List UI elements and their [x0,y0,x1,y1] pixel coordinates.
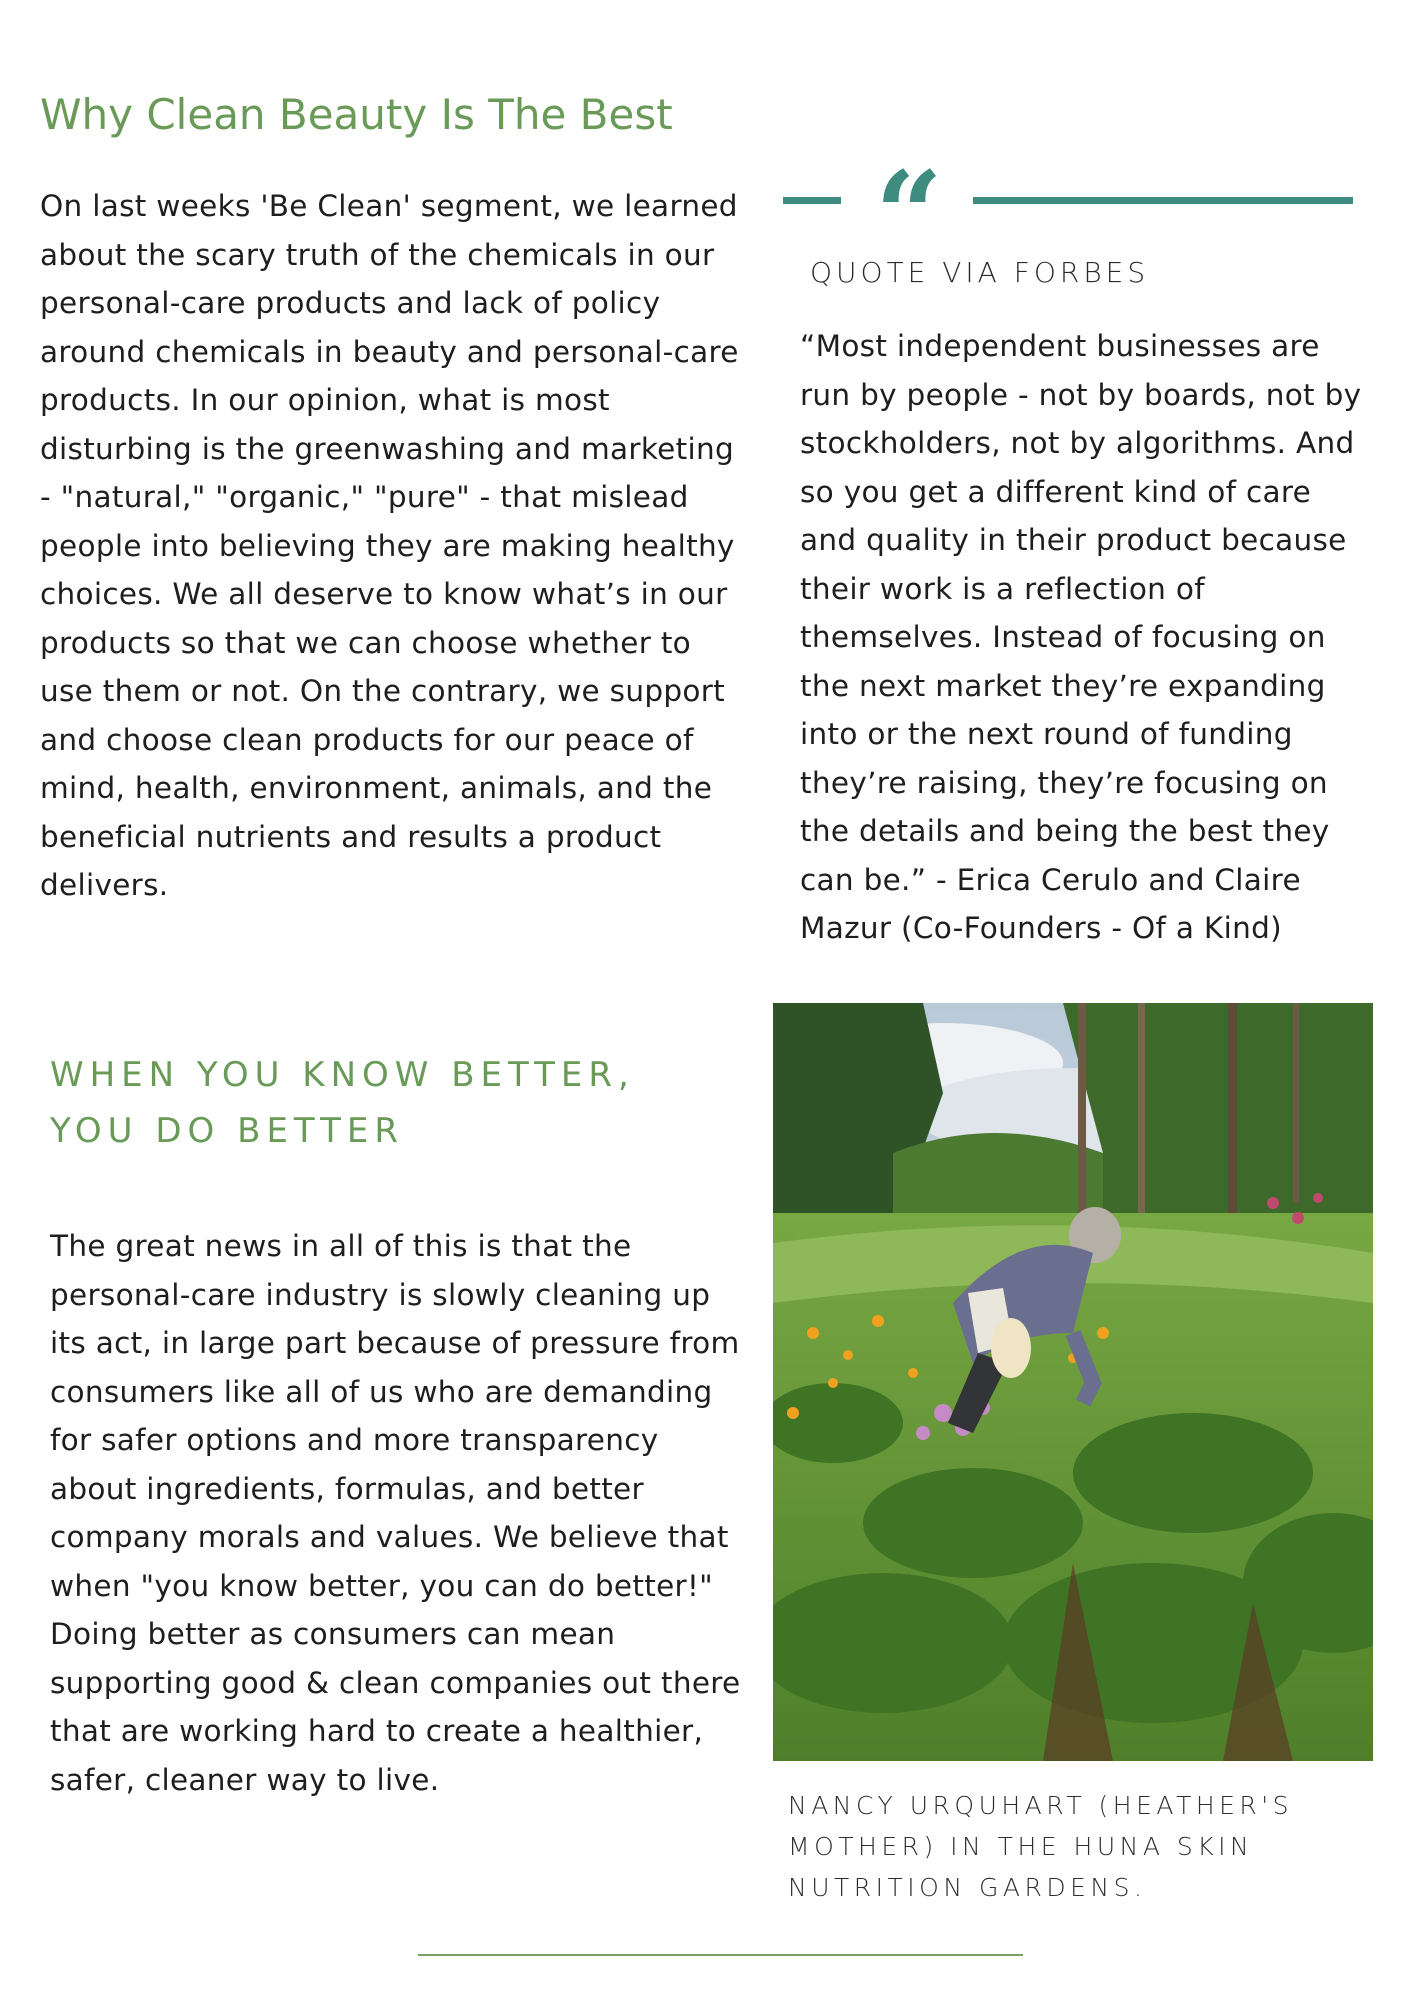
body-paragraph: The great news in all of this is that the personal-care industry is slowly cleaning up its act, in large part because of pressure from consumers like all of us who are demanding for safer options and more transparency about ingredients, formulas, and better company morals and values. We believe that when "you know better, you can do better!" Doing better as consumers can mean supporting good & clean companies out there that are working hard to create a healthier, safer, cleaner way to live. [50,1229,741,1797]
quote-rule-right [973,197,1353,204]
article-title: Why Clean Beauty Is The Best [40,90,673,139]
garden-photo [773,1003,1373,1761]
garden-photo-illustration [773,1003,1373,1761]
quote-text: “Most independent businesses are run by people - not by boards, not by stockholders, not by algorithms. And so you get a different kind of care and quality in their product because their work is a reflection of themselves. Instead of focusing on the next market they’re expanding into or the next round of funding they’re raising, they’re focusing on the details and being the best they can be.” - Erica Cerulo and Claire Mazur (Co-Founders - Of a Kind) [800,329,1362,945]
quote-rule-left [783,197,841,204]
intro-paragraph: On last weeks 'Be Clean' segment, we learned about the scary truth of the chemicals in our personal-care products and lack of policy around chemicals in beauty and personal-care products. In our opinion, what is most disturbing is the greenwashing and marketing - "natural," "organic," "pure" - that mislead people into believing they are making healthy choices. We all deserve to know what’s in our products so that we can choose whether to use them or not. On the contrary, we support and choose clean products for our peace of mind, health, environment, animals, and the beneficial nutrients and results a product delivers. [40,189,739,902]
bottom-divider [418,1954,1023,1956]
quote-mark-icon: “ [875,145,943,284]
section-subheading: WHEN YOU KNOW BETTER, YOU DO BETTER [50,1055,635,1151]
photo-caption: NANCY URQUHART (HEATHER'S MOTHER) IN THE HUNA SKIN NUTRITION GARDENS. [788,1791,1294,1902]
quote-source-label: QUOTE VIA FORBES [810,256,1150,289]
